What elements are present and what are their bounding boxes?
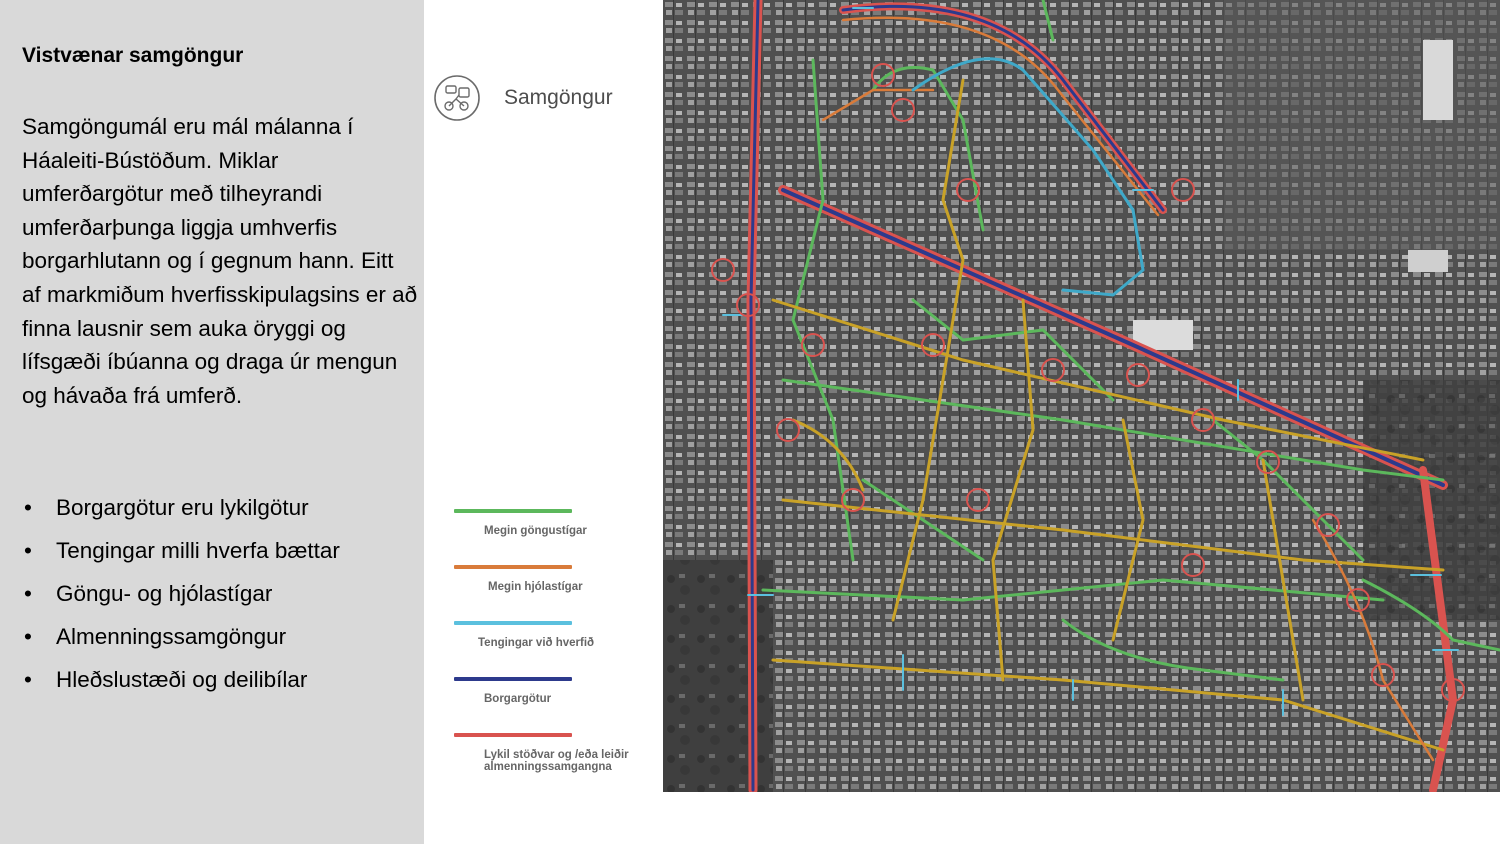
route-network-map — [663, 0, 1500, 792]
legend-item-cycling-paths — [454, 565, 664, 593]
legend-swatch — [454, 509, 572, 513]
list-item — [22, 529, 418, 572]
bullet-text: Tengingar milli hverfa bættar — [56, 538, 340, 563]
bullet-list — [22, 486, 418, 701]
figure-title: Samgöngur — [504, 86, 613, 109]
text-panel — [0, 0, 424, 844]
legend-label: Tengingar við hverfið — [478, 637, 595, 649]
figure-title-row — [432, 72, 613, 124]
building — [1423, 40, 1453, 120]
bullet-dot: • — [24, 538, 32, 563]
list-item — [22, 486, 418, 529]
list-item — [22, 572, 418, 615]
bullet-text: Borgargötur eru lykilgötur — [56, 495, 309, 520]
legend-swatch — [454, 565, 572, 569]
building — [1408, 250, 1448, 272]
legend-label: Megin hjólastígar — [488, 581, 583, 593]
legend-label: Borgargötur — [484, 693, 552, 705]
slide-body-text: Samgöngumál eru mál málanna í Háaleiti-Bústöðum. Miklar umferðargötur með tilheyrandi umferðarþunga liggja umhverfis borgarhlutann og í gegnum hann. Eitt af markmiðum hverfisskipulagsins er að finna lausnir sem auka öryggi og lífsgæði íbúanna og draga úr mengun og hávaða frá umferð. — [22, 114, 418, 408]
aerial-map — [663, 0, 1500, 792]
bullet-dot: • — [24, 624, 32, 649]
transport-map-figure — [424, 0, 1500, 792]
bullet-dot: • — [24, 667, 32, 692]
legend-item-connections — [454, 621, 664, 649]
legend-swatch — [454, 621, 572, 625]
legend-item-city-streets — [454, 677, 664, 705]
legend-panel — [424, 0, 663, 792]
legend-item-walking-paths — [454, 509, 664, 537]
legend-swatch — [454, 733, 572, 737]
bullet-text: Hleðslustæði og deilibílar — [56, 667, 308, 692]
list-item — [22, 615, 418, 658]
slide-heading: Vistvænar samgöngur — [22, 44, 244, 67]
legend-label: Megin göngustígar — [484, 525, 587, 537]
transport-icon — [432, 73, 482, 123]
aerial-photo-area — [1223, 0, 1500, 250]
legend-swatch — [454, 677, 572, 681]
list-item — [22, 658, 418, 701]
bullet-text: Göngu- og hjólastígar — [56, 581, 273, 606]
aerial-photo-area — [1363, 380, 1500, 620]
legend-item-public-transport — [454, 733, 664, 773]
bullet-dot: • — [24, 495, 32, 520]
legend-label: Lykil stöðvar og /eða leiðir almenningssamgangna — [484, 749, 629, 773]
bullet-dot: • — [24, 581, 32, 606]
bullet-text: Almenningssamgöngur — [56, 624, 287, 649]
